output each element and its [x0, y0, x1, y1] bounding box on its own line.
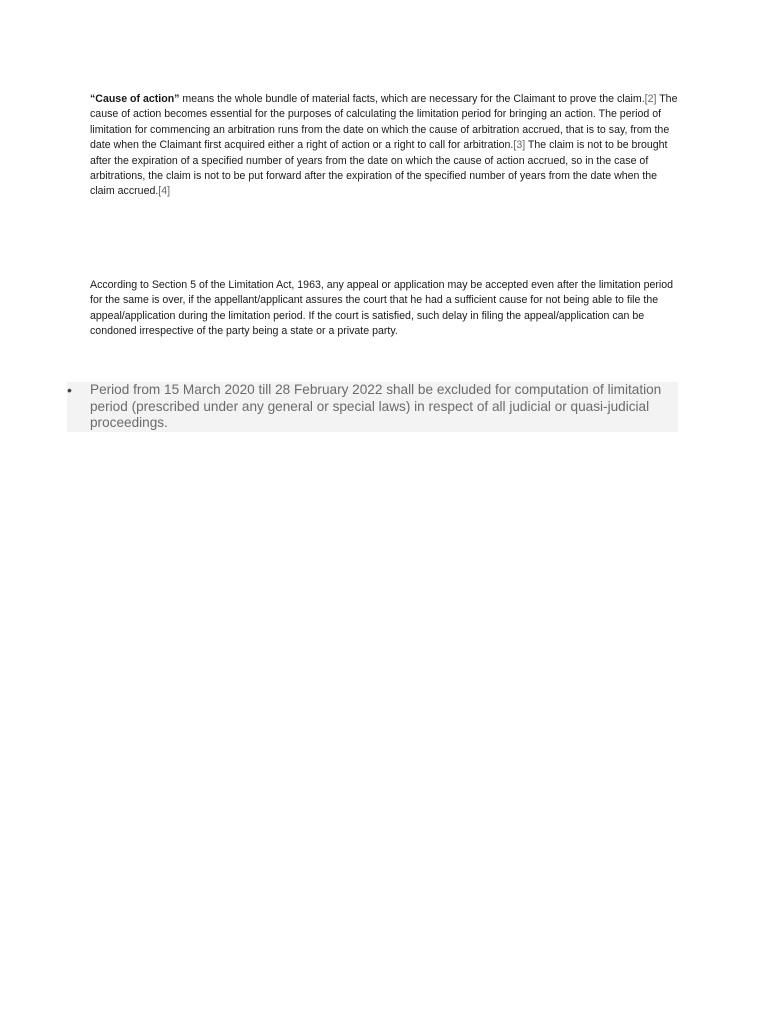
footnote-ref[interactable]: [2] — [644, 93, 657, 105]
footnote-ref[interactable]: [3] — [513, 139, 526, 152]
paragraph-text: The cause of action becomes essential for the purposes of calculating the limitation period for bringing an action. The period of limitation for commencing an arbitration runs from the date on which the cause of arbitration accrued, that is to say, from the date when the Claimant first acquired either a right of action or a right to call for arbitration. — [90, 93, 678, 152]
cause-of-action-paragraph — [90, 92, 682, 200]
bullet-list-item: Period from 15 March 2020 till 28 February 2022 shall be excluded for computation of limitation period (prescribed under any general or special laws) in respect of all judicial or quasi-judicial proceedings. — [90, 382, 662, 430]
section-5-paragraph: According to Section 5 of the Limitation Act, 1963, any appeal or application may be accepted even after the limitation period for the same is over, if the appellant/applicant assures the court that he had a sufficient cause for not being able to file the appeal/application during the limitation period. If the court is satisfied, such delay in filing the appeal/application can be condoned irrespective of the party being a state or a private party. — [90, 279, 674, 338]
paragraph-text: The claim is not to be brought after the expiration of a specified number of years from the date on which the cause of action accrued, so in the case of arbitrations, the claim is not to be put forward after the expiration of the specified number of years from the date when the claim accrued. — [90, 139, 668, 198]
defined-term: “Cause of action” — [90, 93, 180, 105]
bullet-icon: • — [67, 382, 72, 398]
paragraph-text: means the whole bundle of material facts, which are necessary for the Claimant to prove the claim. — [179, 93, 645, 105]
footnote-ref[interactable]: [4] — [158, 185, 171, 198]
